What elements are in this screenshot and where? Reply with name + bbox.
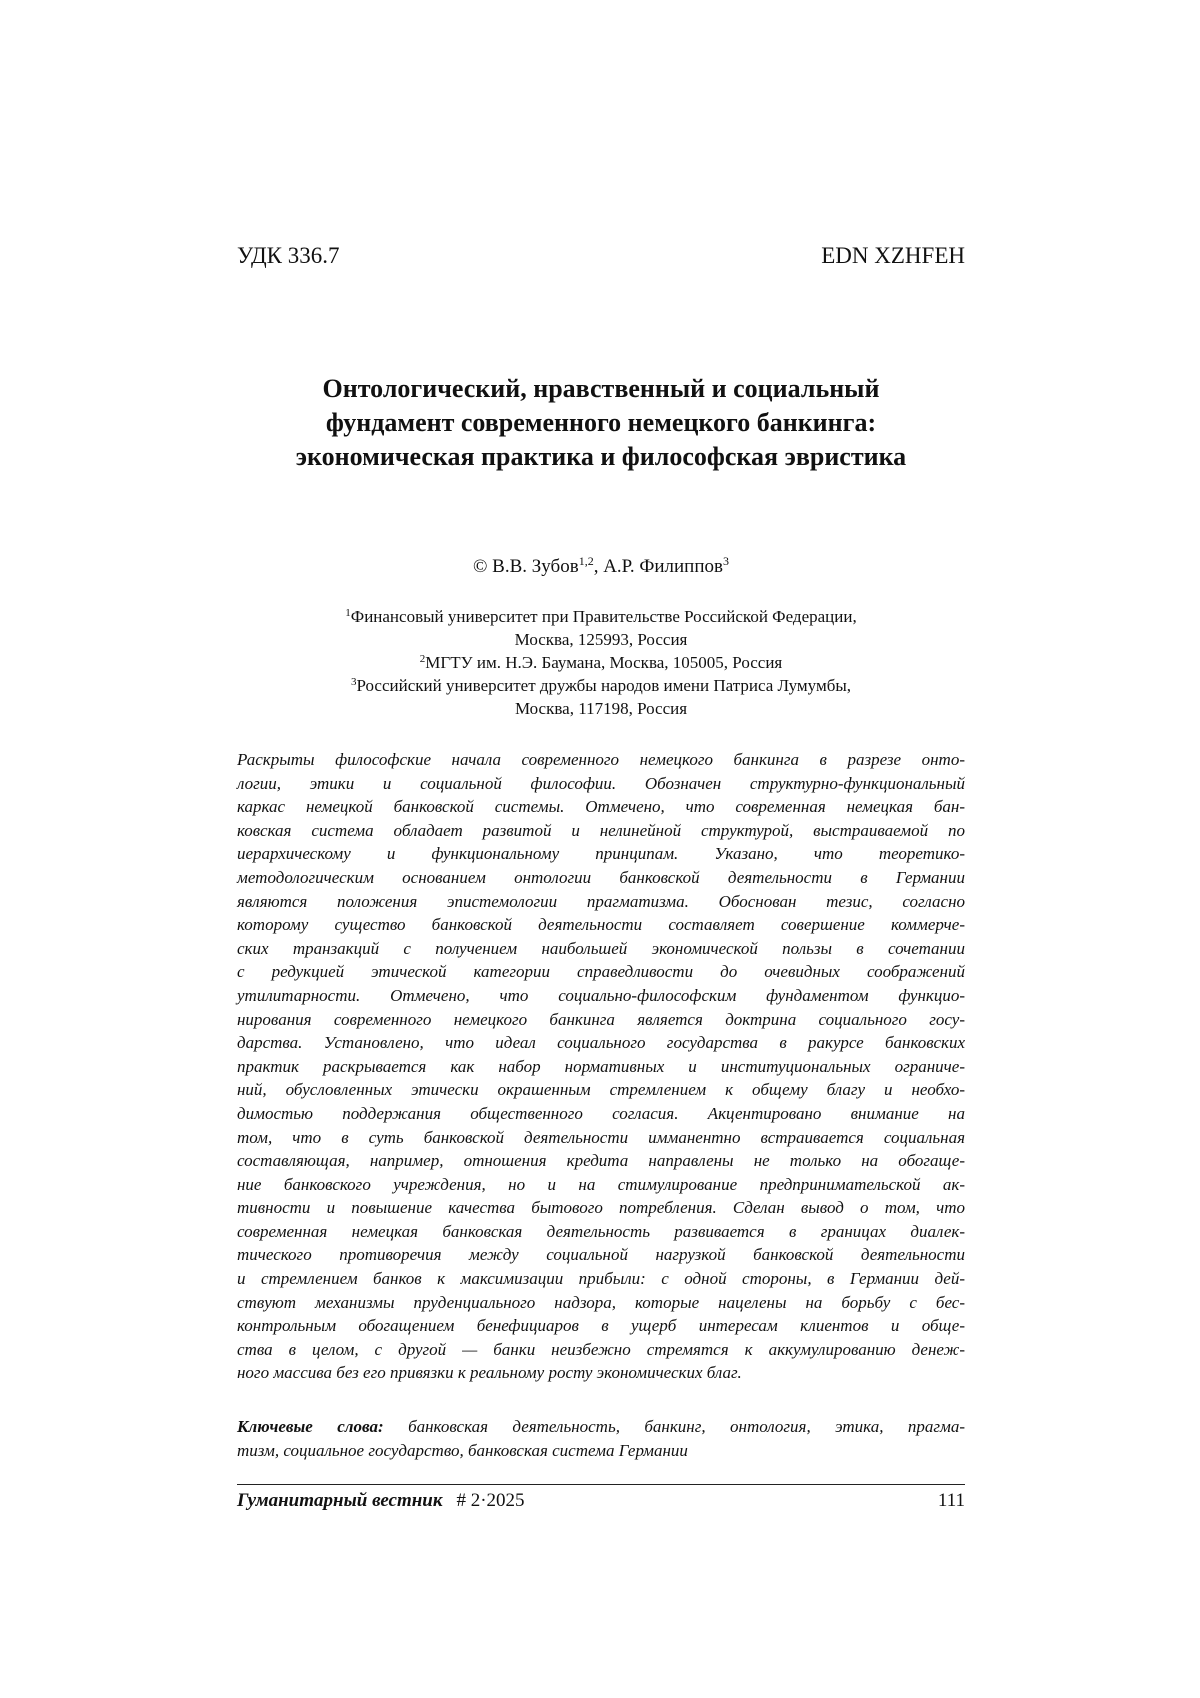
- abstract-line: контрольным обогащением бенефициаров в ущерб интересам клиентов и обще-: [237, 1316, 965, 1336]
- author-separator: ,: [593, 556, 604, 577]
- affiliation-number: 2: [419, 653, 426, 665]
- abstract-line: ствуют механизмы пруденциального надзора, которые нацелены на борьбу с бес-: [237, 1292, 965, 1312]
- affiliation-line: $^2$МГТУ им. Н.Э. Баумана, Москва, 105005, Россия: [419, 653, 783, 672]
- article-title: [237, 372, 965, 474]
- author-name: В.В. Зубов: [492, 556, 579, 577]
- affiliation-number: 1: [345, 607, 351, 619]
- abstract-line: ства в целом, с другой — банки неизбежно стремятся к аккумулированию денеж-: [237, 1339, 965, 1359]
- keywords-label: Ключевые слова:: [237, 1417, 384, 1436]
- affiliation-line: Москва, 125993, Россия: [514, 630, 688, 649]
- abstract-line: современная немецкая банковская деятельность развивается в границах диалек-: [237, 1221, 965, 1241]
- abstract-line: которому существо банковской деятельности составляет совершение коммерче-: [237, 915, 965, 935]
- title-line: экономическая практика и философская эвристика: [295, 442, 907, 471]
- keywords-text: банковская деятельность, банкинг, онтология, этика, прагма-: [383, 1417, 965, 1436]
- abstract-line: логии, этики и социальной философии. Обозначен структурно-функциональный: [237, 773, 965, 793]
- abstract-line: с редукцией этической категории справедливости до очевидных соображений: [237, 962, 965, 982]
- author-affiliation-ref: 1,2: [578, 554, 594, 568]
- title-line: Онтологический, нравственный и социальный: [322, 374, 880, 403]
- abstract-line: утилитарности. Отмечено, что социально-философским фундаментом функцио-: [237, 985, 965, 1005]
- abstract-line: практик раскрывается как набор нормативных и институциональных ограниче-: [237, 1056, 965, 1076]
- footer-divider: [237, 1484, 965, 1485]
- abstract-line: димостью поддержания общественного согласия. Акцентировано внимание на: [237, 1103, 965, 1123]
- abstract-line: иерархическому и функциональному принципам. Указано, что теоретико-: [237, 844, 965, 864]
- abstract-line: дарства. Установлено, что идеал социального государства в ракурсе банковских: [237, 1033, 965, 1053]
- author-name: А.Р. Филиппов: [603, 556, 723, 577]
- abstract-line: методологическим основанием онтологии банковской деятельности в Германии: [237, 867, 965, 887]
- abstract-line: ний, обусловленных этически окрашенным стремлением к общему благу и необхо-: [237, 1080, 965, 1100]
- journal-name: Гуманитарный вестник: [237, 1490, 443, 1511]
- abstract-line: тического противоречия между социальной нагрузкой банковской деятельности: [237, 1245, 965, 1265]
- copyright-sign: ©: [472, 556, 493, 577]
- abstract-line: ских транзакций с получением наибольшей экономической пользы в сочетании: [237, 938, 965, 958]
- abstract-line: нирования современного немецкого банкинга является доктрина социального госу-: [237, 1009, 965, 1029]
- abstract-line: ние банковского учреждения, но и на стимулирование предпринимательской ак-: [237, 1174, 965, 1194]
- author-affiliation-ref: 3: [723, 554, 729, 568]
- abstract-line: являются положения эпистемологии прагматизма. Обоснован тезис, согласно: [237, 891, 965, 911]
- keywords-line: [237, 1415, 965, 1439]
- abstract-line: составляющая, например, отношения кредита направлены не только на обогаще-: [237, 1151, 965, 1171]
- affiliation-number: 3: [350, 676, 357, 688]
- abstract-line: каркас немецкой банковской системы. Отмечено, что современная немецкая бан-: [237, 797, 965, 817]
- affiliation-line: $^1$Финансовый университет при Правительстве Российской Федерации,: [345, 607, 857, 626]
- article-page: [237, 0, 965, 1698]
- page-footer: [237, 1488, 965, 1514]
- affiliation-line: $^3$Российский университет дружбы народов имени Патриса Лумумбы,: [350, 676, 852, 695]
- edn-code: EDN XZHFEH: [821, 243, 965, 268]
- header-row: [237, 242, 965, 270]
- abstract-line: ковская система обладает развитой и нелинейной структурой, выстраиваемой по: [237, 820, 965, 840]
- title-line: фундамент современного немецкого банкинга:: [325, 408, 877, 437]
- keywords-line: тизм, социальное государство, банковская система Германии: [237, 1440, 688, 1460]
- affiliations: [237, 605, 965, 720]
- keywords: [237, 1415, 965, 1462]
- abstract-line: Раскрыты философские начала современного немецкого банкинга в разрезе онто-: [237, 750, 965, 769]
- abstract: [237, 748, 965, 1385]
- abstract-line: том, что в суть банковской деятельности имманентно встраивается социальная: [237, 1127, 965, 1147]
- page-number: 111: [937, 1490, 965, 1511]
- udk-code: УДК 336.7: [237, 243, 340, 268]
- abstract-line: ного массива без его привязки к реальному росту экономических благ.: [237, 1363, 742, 1383]
- authors-line: [237, 555, 965, 579]
- abstract-line: тивности и повышение качества бытового потребления. Сделан вывод о том, что: [237, 1198, 965, 1218]
- abstract-line: и стремлением банков к максимизации прибыли: с одной стороны, в Германии дей-: [237, 1269, 965, 1289]
- journal-issue: # 2·2025: [456, 1490, 525, 1511]
- affiliation-line: Москва, 117198, Россия: [514, 699, 688, 718]
